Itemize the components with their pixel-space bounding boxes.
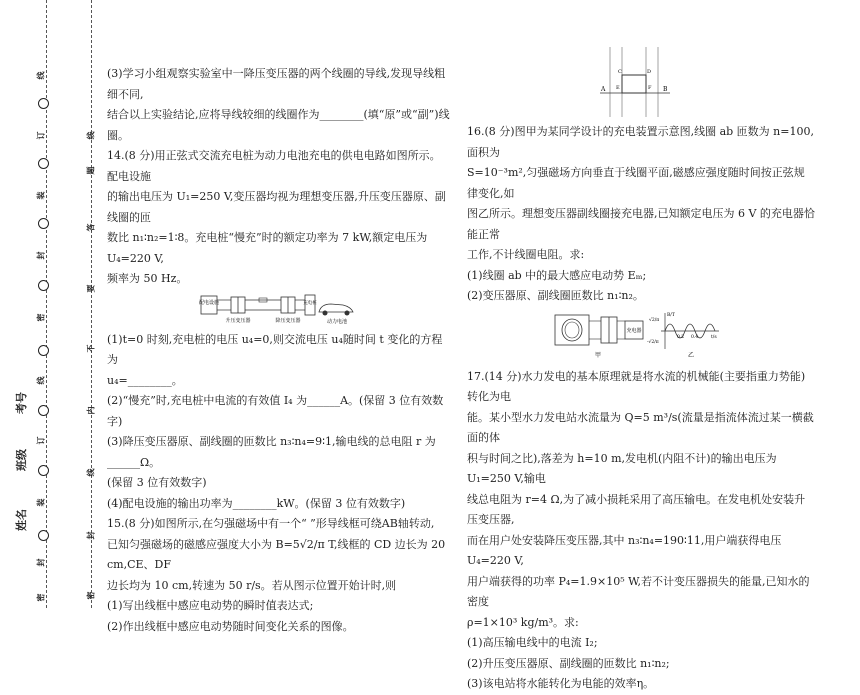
- q14-part3-line: (3)降压变压器原、副线圈的匝数比 n₃∶n₄=9∶1,输电线的总电阻 r 为______Ω。: [107, 435, 436, 469]
- q14-part2: (2)“慢充”时,充电桩中电流的有效值 I₄ 为______A。(保留 3 位有效数字): [107, 394, 444, 428]
- q16-fig-b-label: 乙: [687, 351, 695, 359]
- q15-part2: (2)作出线框中感应电动势随时间变化关系的图像。: [107, 619, 354, 633]
- margin-char: 订: [35, 436, 46, 445]
- q14-stem-line: 的输出电压为 U₁=250 V,变压器均视为理想变压器,升压变压器原、副线圈的匝: [107, 190, 446, 224]
- q16-stem-line: S=10⁻³m²,匀强磁场方向垂直于线圈平面,磁感应强度随时间按正弦规律变化,如: [467, 166, 805, 200]
- q16-fig-a-label: 甲: [594, 351, 602, 359]
- q13-part3-line: 圈。: [107, 128, 129, 142]
- margin-char: 封: [35, 251, 46, 260]
- q16-charger-label: 充电器: [626, 327, 642, 334]
- q16-part1: (1)线圈 ab 中的最大感应电动势 Eₘ;: [467, 268, 647, 282]
- dashed-line-outer: [46, 0, 47, 608]
- margin-char: 线: [35, 376, 46, 385]
- q14-part1-line: (1)t=0 时刻,充电桩的电压 u₄=0,则交流电压 u₄随时间 t 变化的方程为: [107, 332, 443, 366]
- right-column: [467, 122, 815, 695]
- q14-box1-label: 配电设施: [199, 299, 220, 306]
- q16-tick: 0.4: [691, 334, 699, 340]
- exam-number-label: 考号: [15, 392, 28, 414]
- margin-circle: [38, 405, 49, 416]
- margin-char: 线: [35, 71, 46, 80]
- margin-char: 要: [85, 284, 96, 293]
- q16-val-pos: √2/π: [649, 317, 660, 323]
- margin-char: 线: [85, 131, 96, 140]
- margin-char: 装: [35, 191, 46, 200]
- q14-step-down-label: 降压变压器: [275, 317, 301, 324]
- q13-part3-line: 结合以上实验结论,应将导线较细的线圈作为________(填“原”或“副”)线: [107, 108, 450, 121]
- q16-axis-x: t/s: [711, 334, 717, 340]
- left-column: [107, 64, 450, 637]
- margin-char: 线: [85, 468, 96, 477]
- frame-label-c: C: [618, 69, 622, 75]
- q17-stem-line: 用户端获得的功率 P₄=1.9×10⁵ W,若不计变压器损失的能量,已知水的密度: [467, 574, 810, 608]
- q14-battery-label: 动力电池: [326, 318, 348, 325]
- frame-label-b: B: [663, 86, 668, 93]
- margin-char: 订: [35, 131, 46, 140]
- q17-part2: (2)升压变压器原、副线圈的匝数比 n₁∶n₂;: [467, 656, 670, 670]
- q14-stem-line: 数比 n₁∶n₂=1∶8。充电桩“慢充”时的额定功率为 7 kW,额定电压为 U₄=220 V,: [107, 231, 428, 265]
- q14-stem-line: 频率为 50 Hz。: [107, 272, 188, 285]
- q14-step-up-label: 升压变压器: [225, 317, 251, 324]
- margin-circle: [38, 345, 49, 356]
- q16-val-neg: -√2/π: [647, 339, 659, 345]
- q17-stem-line: ρ=1×10³ kg/m³。求:: [467, 615, 579, 629]
- q17-stem-line: 线总电阻为 r=4 Ω,为了减小损耗采用了高压输电。在发电机处安装升压变压器,: [467, 492, 806, 526]
- frame-label-f: F: [648, 85, 652, 91]
- margin-circle: [38, 98, 49, 109]
- margin-char: 密: [35, 313, 46, 322]
- dashed-line-inner: [91, 0, 92, 608]
- margin-char: 内: [85, 406, 96, 415]
- q14-stem-line: 14.(8 分)用正弦式交流充电桩为动力电池充电的供电电路如图所示。配电设施: [107, 149, 441, 183]
- margin-circle: [38, 465, 49, 476]
- margin-circle: [38, 280, 49, 291]
- q16-part2: (2)变压器原、副线圈匝数比 n₁∶n₂。: [467, 289, 644, 302]
- q16-axis-y: B/T: [667, 312, 675, 318]
- q16-stem-line: 工作,不计线圈电阻。求:: [467, 248, 585, 261]
- q15-part1: (1)写出线框中感应电动势的瞬时值表达式;: [107, 599, 314, 612]
- margin-char: 封: [85, 531, 96, 540]
- frame-label-d: D: [647, 69, 652, 75]
- margin-char: 装: [35, 498, 46, 507]
- margin-char: 答: [85, 223, 96, 232]
- q15-stem-line: 15.(8 分)如图所示,在匀强磁场中有一个“ ”形导线框可绕AB轴转动,: [107, 517, 435, 530]
- q14-part4: (4)配电设施的输出功率为________kW。(保留 3 位有效数字): [107, 496, 406, 510]
- margin-char: 不: [85, 344, 96, 353]
- q16-tick: 0.2: [677, 334, 685, 340]
- q17-part3: (3)该电站将水能转化为电能的效率η。: [467, 677, 655, 690]
- binding-margin: [0, 0, 100, 608]
- margin-char: 密: [85, 591, 96, 600]
- q13-part3-line: (3)学习小组观察实验室中一降压变压器的两个线圈的导线,发现导线粗细不同,: [107, 67, 446, 101]
- q16-stem-line: 16.(8 分)图甲为某同学设计的充电装置示意图,线圈 ab 匝数为 n=100,面积为: [467, 125, 814, 159]
- name-label: 姓名: [15, 509, 28, 531]
- margin-circle: [38, 158, 49, 169]
- q17-stem-line: 能。某小型水力发电站水流量为 Q=5 m³/s(流量是指流体流过某一横截面的体: [467, 410, 814, 444]
- q17-part1: (1)高压输电线中的电流 I₂;: [467, 636, 598, 649]
- q15-stem-line: 边长均为 10 cm,转速为 50 r/s。若从图示位置开始计时,则: [107, 578, 397, 592]
- margin-circle: [38, 530, 49, 541]
- margin-char: 封: [35, 558, 46, 567]
- q14-charger-label: 充电桩: [303, 300, 317, 306]
- q15-stem-line: 已知匀强磁场的磁感应强度大小为 B=5√2/π T,线框的 CD 边长为 20 cm,CE、DF: [107, 537, 446, 571]
- margin-circle: [38, 218, 49, 229]
- q15-frame-figure: [600, 45, 670, 119]
- q16-stem-line: 图乙所示。理想变压器副线圈接充电器,已知额定电压为 6 V 的充电器恰能正常: [467, 207, 815, 241]
- q14-part3-line: (保留 3 位有效数字): [107, 476, 207, 489]
- class-label: 班级: [15, 449, 28, 471]
- q14-circuit-figure: [199, 292, 359, 328]
- q17-stem-line: 而在用户处安装降压变压器,其中 n₃∶n₄=190∶11,用户端获得电压 U₄=220 V,: [467, 533, 782, 567]
- q16-figure: [553, 309, 723, 361]
- margin-char: 密: [35, 593, 46, 602]
- frame-label-a: A: [601, 86, 606, 93]
- frame-label-e: E: [616, 85, 620, 91]
- q14-part1-line: u₄=________。: [107, 373, 183, 387]
- q17-stem-line: 积与时间之比),落差为 h=10 m,发电机(内阻不计)的输出电压为 U₁=250 V,输电: [467, 451, 777, 485]
- q17-stem-line: 17.(14 分)水力发电的基本原理就是将水流的机械能(主要指重力势能)转化为电: [467, 369, 806, 403]
- margin-char: 题: [85, 166, 96, 175]
